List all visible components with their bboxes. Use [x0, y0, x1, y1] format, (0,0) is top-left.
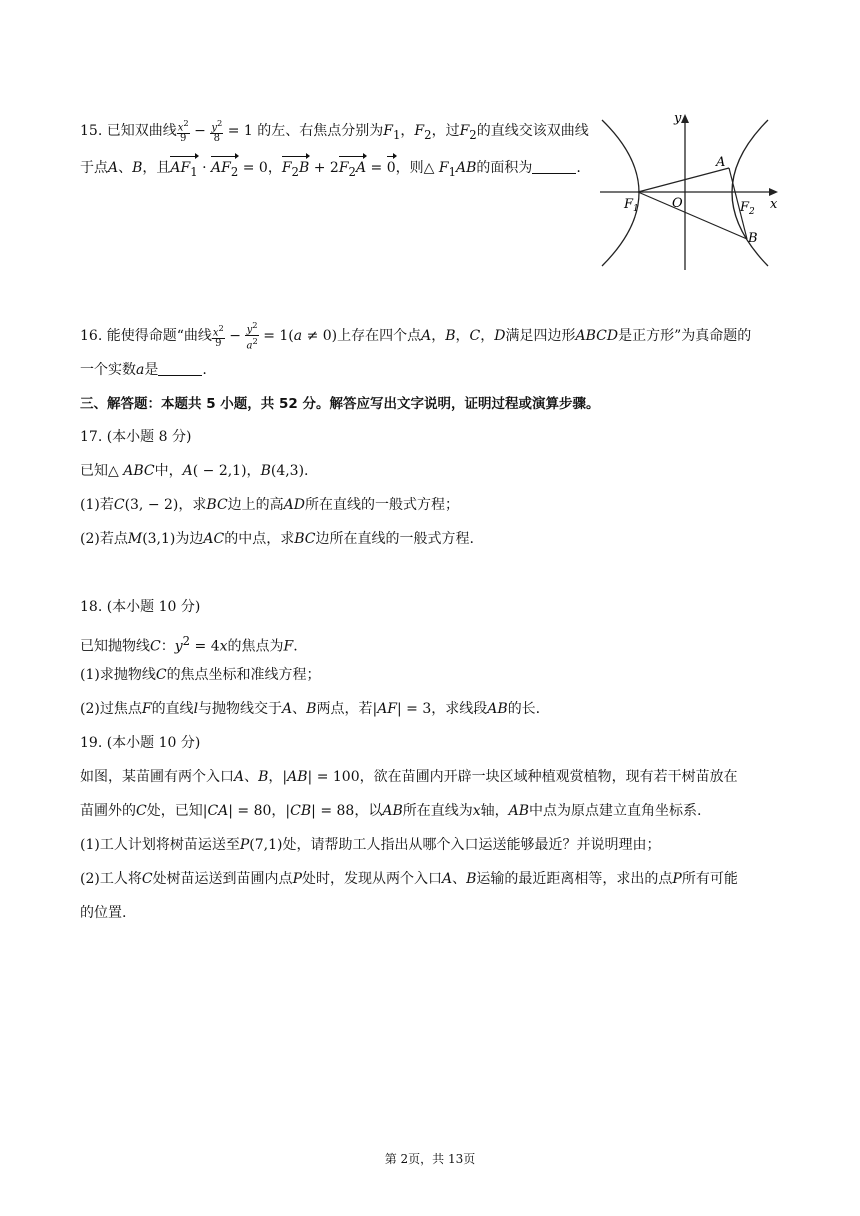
label-B: B — [748, 231, 758, 246]
y-axis-arrow — [681, 114, 689, 123]
label-A: A — [716, 155, 726, 170]
label-O: O — [672, 196, 683, 211]
label-F2: $F_2$ — [740, 200, 755, 217]
q19-line5: 的位置. — [80, 905, 127, 921]
q18-line3: (2)过焦点F的直线l与抛物线交于A、B两点，若|AF| = 3，求线段AB的长. — [80, 701, 541, 717]
q19-heading: 19. (本小题 10 分) — [80, 735, 201, 751]
segment-F1B — [638, 192, 747, 239]
label-y: y — [674, 111, 682, 126]
q19-line4: (2)工人将C处树苗运送到苗圃内点P处时，发现从两个入口A、B运输的最近距离相等，求出的点P所有可能 — [80, 871, 738, 887]
q19-line3: (1)工人计划将树苗运送至P(7,1)处，请帮助工人指出从哪个入口运送能够最近？并说明理由； — [80, 837, 661, 853]
q17-line3: (2)若点M(3,1)为边AC的中点，求BC边所在直线的一般式方程. — [80, 531, 474, 547]
q15-line2: 于点A、B，且$AF_1 \cdot AF_2 = 0$，$F_2B + 2F_2A = 0$，则△ $F_1AB$的面积为 . — [80, 158, 581, 182]
segment-F1A — [638, 168, 729, 192]
q18-line1: 已知抛物线C：$y^2 = 4x$的焦点为F. — [80, 634, 298, 655]
q17-line2: (1)若C(3, − 2)，求BC边上的高AD所在直线的一般式方程； — [80, 497, 459, 513]
q19-line2: 苗圃外的C处，已知|CA| = 80，|CB| = 88，以AB所在直线为x轴，AB中点为原点建立直角坐标系. — [80, 803, 702, 819]
hyperbola-figure — [596, 108, 782, 274]
label-F1: $F_1$ — [624, 197, 639, 214]
q18-heading: 18. (本小题 10 分) — [80, 599, 201, 615]
section-heading: 三、解答题：本题共 5 小题，共 52 分。解答应写出文字说明，证明过程或演算步骤。 — [80, 396, 600, 412]
q18-line2: (1)求抛物线C的焦点坐标和准线方程； — [80, 667, 321, 683]
q17-line1: 已知△ ABC中，A( − 2,1)，B(4,3). — [80, 463, 309, 479]
x-axis-arrow — [769, 188, 778, 196]
q19-line1: 如图，某苗圃有两个入口A、B，|AB| = 100，欲在苗圃内开辟一块区域种植观赏植物，现有若干树苗放在 — [80, 769, 738, 785]
answer-blank — [158, 361, 202, 376]
label-x: x — [770, 197, 778, 212]
q15-line1: 15. 已知双曲线 $\frac{x^2}{9}$ − $\frac{y^2}{8}$ = 1 的左、右焦点分别为$F_1$，$F_2$，过$F_2$的直线交该双曲线 — [80, 118, 589, 145]
q17-heading: 17. (本小题 8 分) — [80, 429, 192, 445]
answer-blank — [532, 159, 576, 174]
page-footer: 第 2页，共 13页 — [384, 1152, 476, 1166]
left-branch — [602, 120, 639, 266]
q16-line2: 一个实数a是 . — [80, 362, 207, 378]
q16-line1: 16. 能使得命题“曲线 $\frac{x^2}{9}$ − $\frac{y^2}{a^2}$ = 1(a ≠ 0)上存在四个点A，B，C，D满足四边形ABCD是正方形”为真命题的 — [80, 320, 752, 352]
